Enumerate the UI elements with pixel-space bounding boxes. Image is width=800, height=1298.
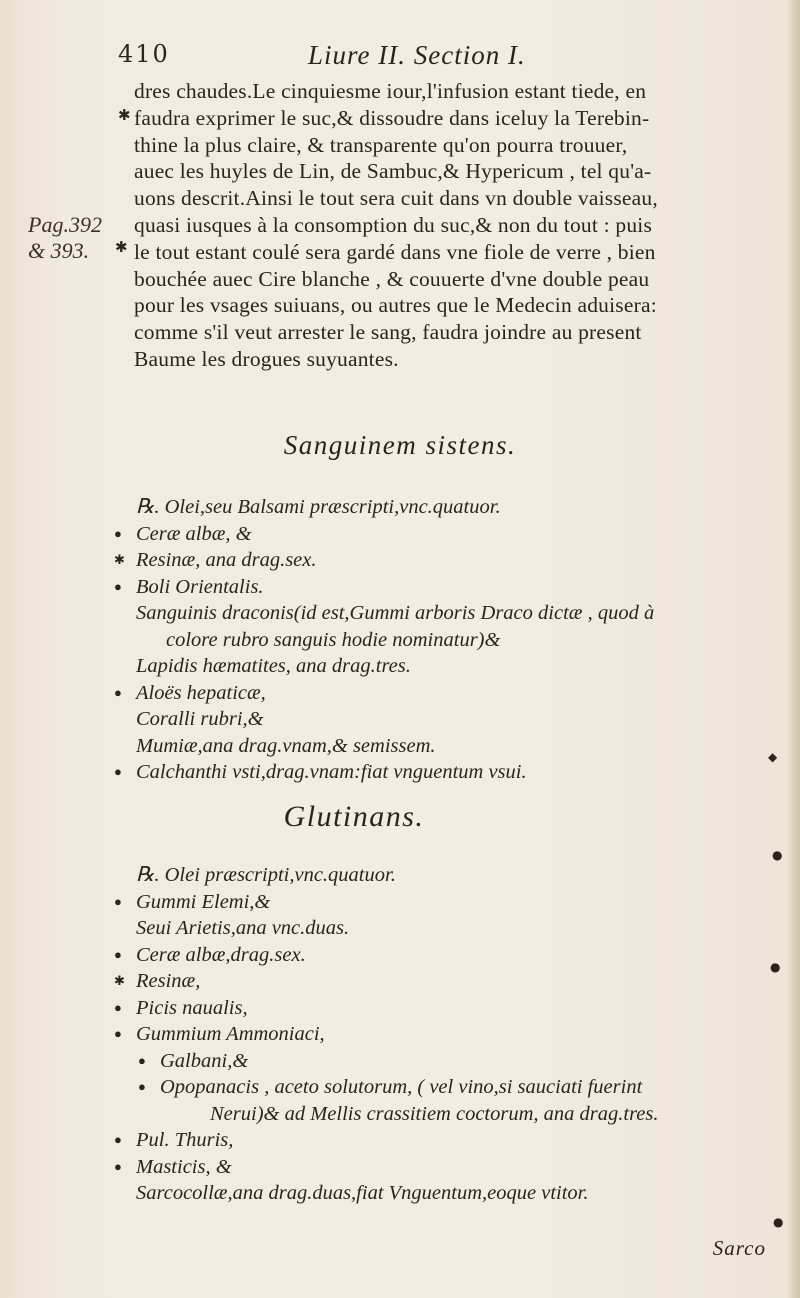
recipe-line: colore rubro sanguis hodie nominatur)& [166,628,501,651]
recipe-line: ● Pul. Thuris, [136,1127,786,1154]
body-line: Baume les drogues suyuantes. [134,346,399,371]
bullet-marker: ● [114,764,122,779]
page-number: 410 [118,40,170,68]
body-line: quasi iusques à la consomption du suc,& non du tout : puis [134,212,653,237]
recipe-glutinans [114,862,786,1207]
recipe-line: Nerui)& ad Mellis crassitiem coctorum, ana drag.tres. [210,1102,659,1125]
recipe-sanguinem-sistens [114,494,786,786]
section-heading-sanguinem-sistens: Sanguinem sistens. [283,430,517,460]
bullet-marker: ● [114,684,122,700]
recipe-line: ● Masticis, & [136,1154,786,1181]
body-line: dres chaudes.Le cinquiesme iour,l'infusion estant tiede, en [134,79,647,103]
body-line: uons descrit.Ainsi le tout sera cuit dans vn double vaisseau, [134,186,658,211]
recipe-line: ● Gummium Ammoniaci, [136,1021,786,1048]
recipe-line: ℞. Olei,seu Balsami præscripti,vnc.quatuor. [136,496,501,518]
bullet-marker: ● [138,1052,146,1068]
catchword: Sarco [712,1236,766,1260]
bullet-marker: ● [114,578,122,594]
bullet-marker: ● [114,1026,122,1041]
recipe-line: Sanguinis draconis(id est,Gummi arboris Draco dictæ , quod à [136,602,655,624]
bullet-marker: ● [114,1132,122,1147]
bullet-marker: ● [114,893,122,909]
recipe-line: ● Picis naualis, [136,995,786,1022]
recipe-line: ● Ceræ albæ,drag.sex. [136,942,786,969]
recipe-line: ✱ Resinæ, [136,968,786,995]
recipe-line: ● Opopanacis , aceto solutorum, ( vel vino,si sauciati fuerint [136,1074,786,1101]
recipe-line: ℞. Olei præscripti,vnc.quatuor. [136,864,396,886]
ink-speck: ◆ [768,750,778,764]
recipe-line: Lapidis hæmatites, ana drag.tres. [136,655,411,677]
bullet-marker: ● [114,1158,122,1174]
recipe-line: Coralli rubri,& [136,708,264,730]
body-line: faudra exprimer le suc,& dissoudre dans iceluy la Terebin- [134,105,650,130]
running-head [118,40,740,74]
recipe-line: ● Galbani,& [136,1048,786,1075]
recipe-line: Sarcocollæ,ana drag.duas,fiat Vnguentum,eoque vtitor. [136,1182,589,1204]
asterisk-marker: ✱ [115,238,128,256]
ink-speck: ● [772,848,783,862]
page-edge-shadow [786,0,800,1298]
margin-reference-line-2: & 393. [28,238,90,263]
body-line: comme s'il veut arrester le sang, faudra joindre au present [134,320,642,345]
body-line: bouchée auec Cire blanche , & couuerte d'vne double peau [134,266,650,291]
recipe-line: ● Gummi Elemi,& [136,889,786,916]
body-line: thine la plus claire, & transparente qu'on pourra trouuer, [134,132,628,157]
recipe-line: ✱ Resinæ, ana drag.sex. [136,547,786,574]
body-line: pour les vsages suiuans, ou autres que le Medecin aduisera: [134,293,657,318]
asterisk-marker: ✱ [118,106,131,124]
recipe-line: Mumiæ,ana drag.vnam,& semissem. [136,734,436,757]
recipe-line: ● Aloës hepaticæ, [136,680,786,707]
recipe-line: ● Ceræ albæ, & [136,521,786,548]
recipe-line: Seui Arietis,ana vnc.duas. [136,917,350,939]
bullet-marker: ✱ [114,973,125,988]
bullet-marker: ✱ [114,552,125,567]
bullet-marker: ● [114,946,122,962]
ink-speck: ● [773,1215,784,1229]
margin-reference-line-1: Pag.392 [28,212,102,237]
bullet-marker: ● [114,999,122,1015]
bullet-marker: ● [138,1079,146,1094]
section-heading-glutinans: Glutinans. [283,800,425,833]
book-section-title: Liure II. Section I. [308,40,526,70]
body-line: le tout estant coulé sera gardé dans vne fiole de verre , bien [134,239,656,264]
body-line: auec les huyles de Lin, de Sambuc,& Hypericum , tel qu'a- [134,159,652,184]
recipe-line: ● Boli Orientalis. [136,574,786,601]
ink-speck: ● [770,960,781,974]
body-paragraph [134,78,774,373]
bullet-marker: ● [114,525,122,541]
recipe-line: ● Calchanthi vsti,drag.vnam:fiat vnguentum vsui. [136,759,786,786]
